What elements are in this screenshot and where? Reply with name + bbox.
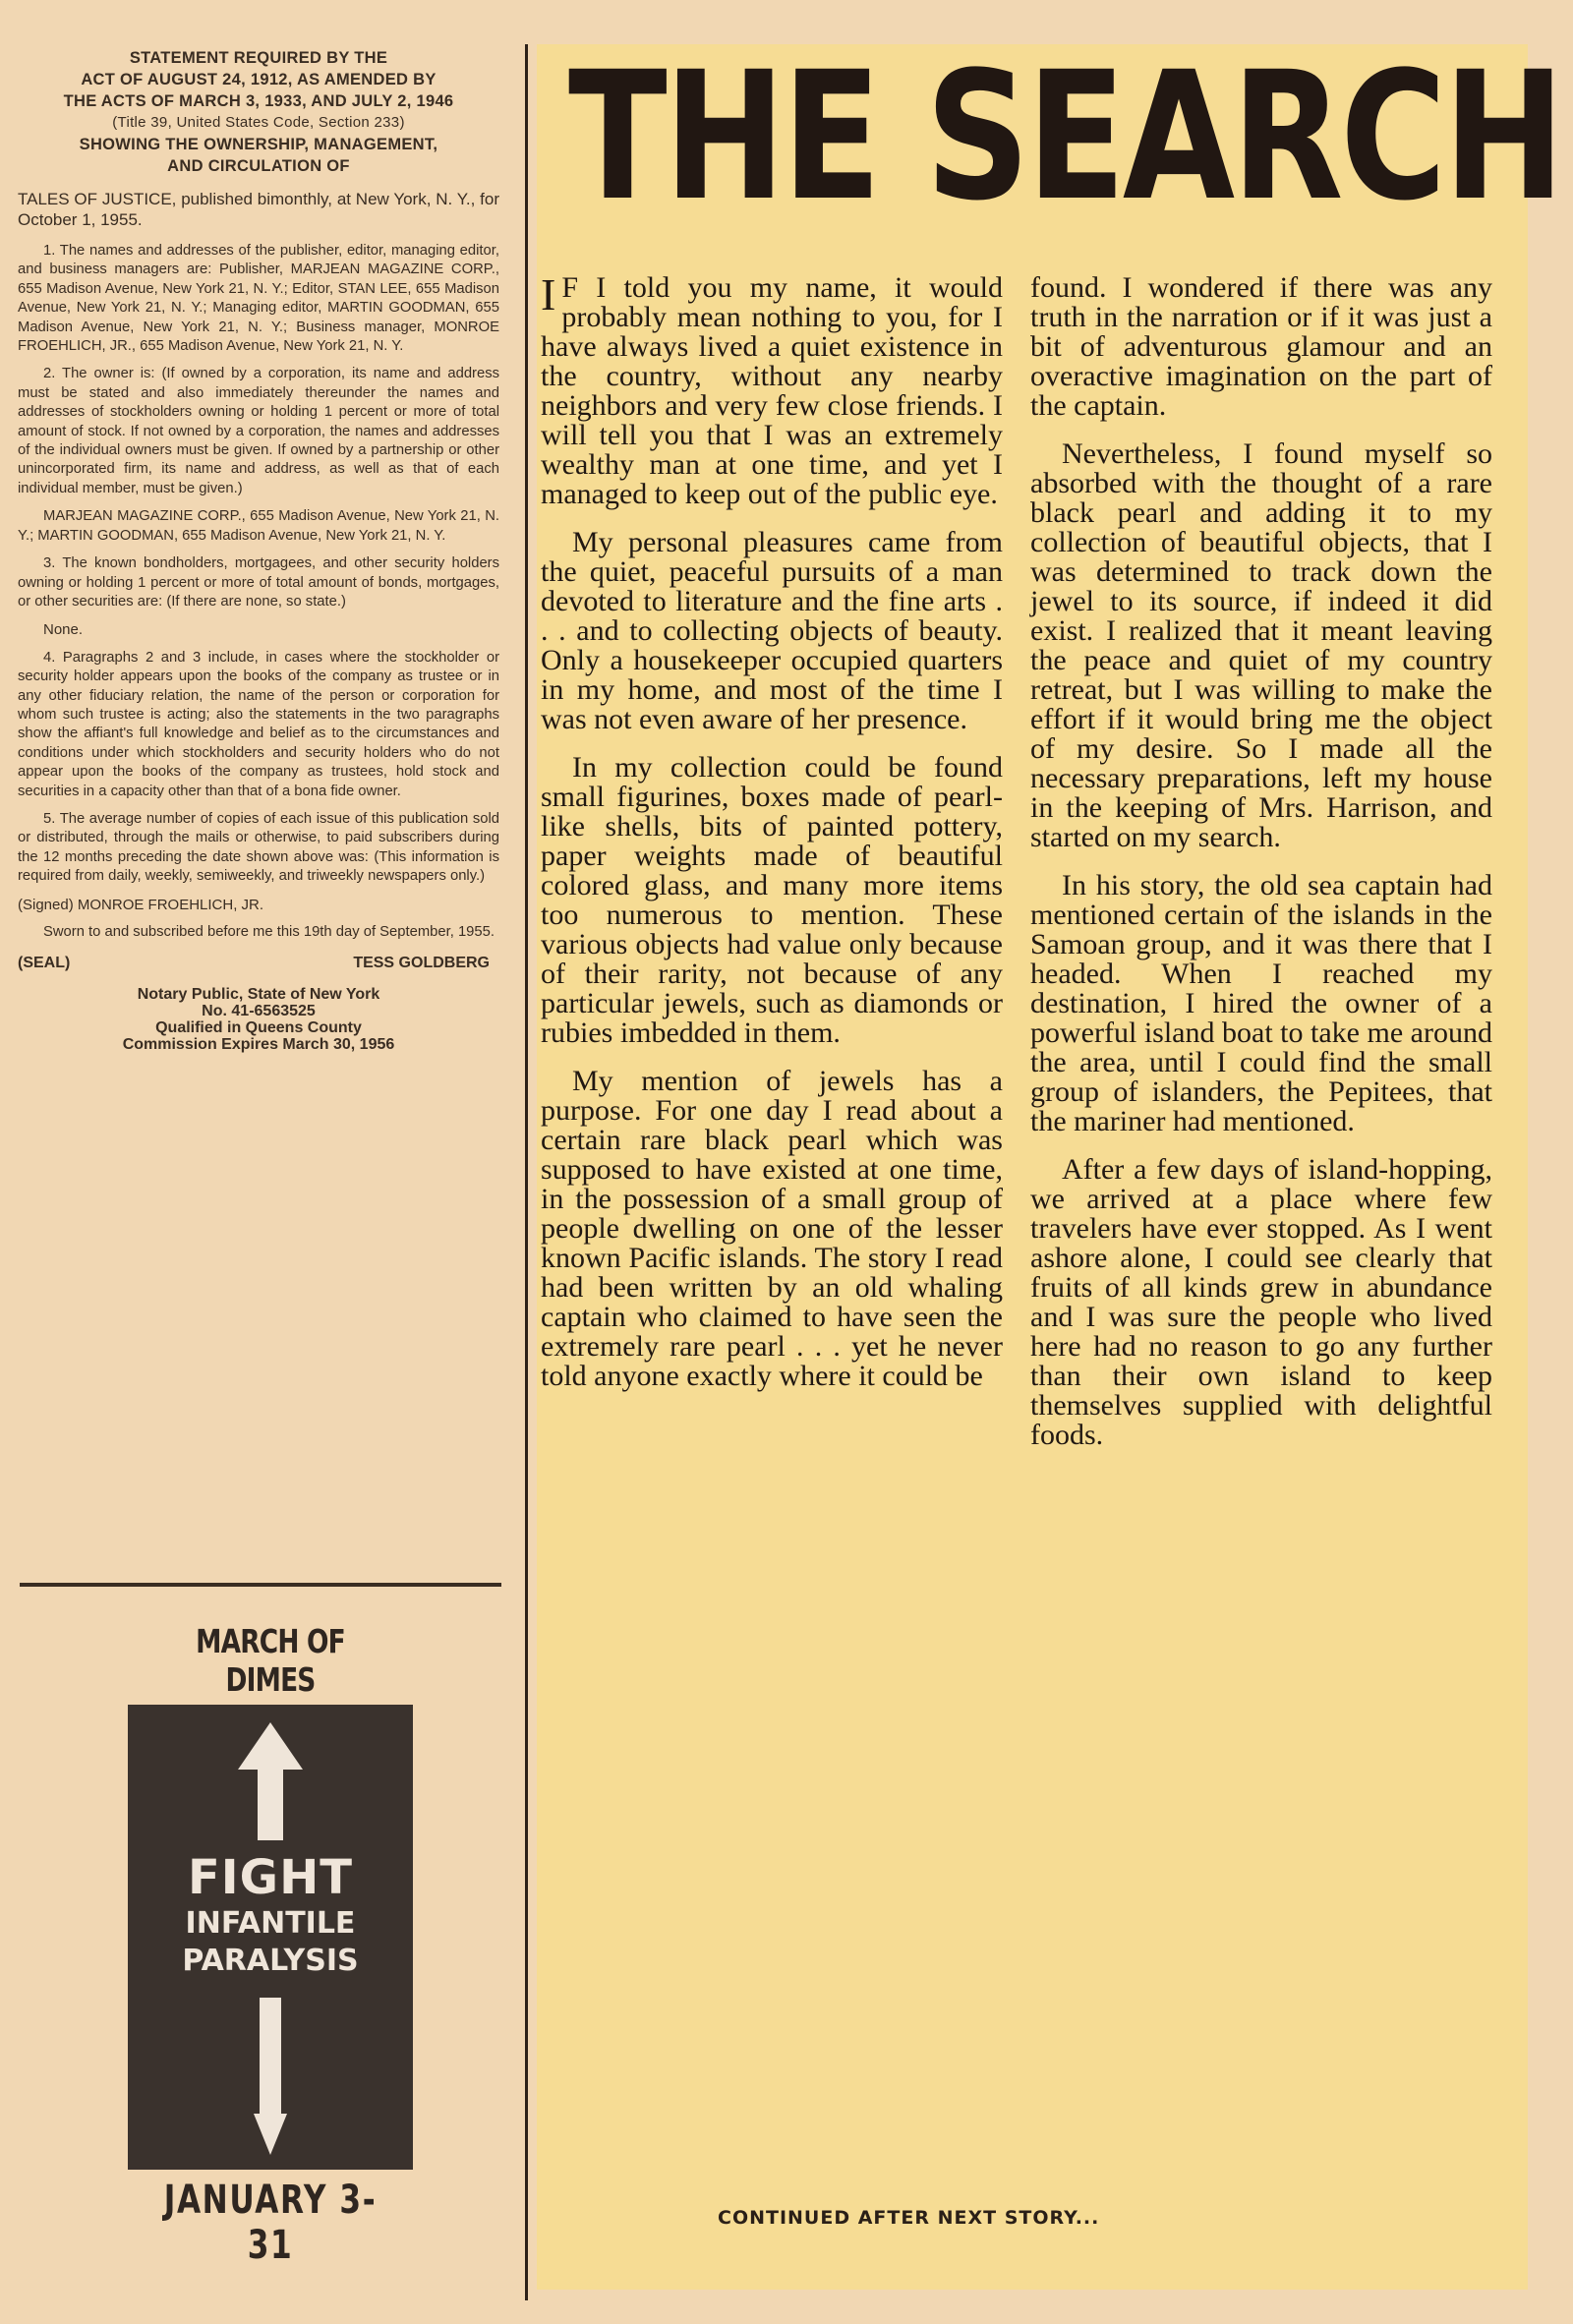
dimes-fight: FIGHT [188, 1850, 353, 1905]
dimes-title: MARCH OF DIMES [196, 1622, 345, 1699]
drop-cap: I [541, 269, 556, 320]
story-paragraph: My personal pleasures came from the quiet, peaceful pursuits of a man devoted to literature and the fine arts . . . and to collecting objects of beauty. Only a housekeeper occupied quarters in my home, and most of the time I was not even aware of her presence. [541, 526, 1003, 735]
march-of-dimes-ad [128, 1622, 413, 2268]
statement-paragraph: 2. The owner is: (If owned by a corporation, its name and address must be stated and also immediately thereunder the names and addresses of stockholders owning or holding 1 percent or more of total amount of stock. If not owned by a corporation, the names and addresses of the individual owners must be given. If owned by a partnership or other unincorporated firm, its name and address, as well as that of each individual member, must be given.) [18, 366, 499, 496]
statement-paragraph: 5. The average number of copies of each issue of this publication sold or distributed, through the mails or otherwise, to paid subscribers during the 12 months preceding the date shown above was: (This information is required from daily, weekly, semiweekly, and triweekly newspapers only.) [18, 811, 499, 885]
statement-heading-line: (Title 39, United States Code, Section 233) [112, 114, 405, 131]
continued-notice: CONTINUED AFTER NEXT STORY... [718, 2207, 1100, 2229]
notary-block [18, 986, 499, 1053]
notary-line: Notary Public, State of New York [137, 985, 380, 1003]
seal-row [18, 955, 499, 972]
story-column-2 [1030, 273, 1492, 1469]
seal-label: (SEAL) [18, 954, 71, 971]
dimes-infantile: INFANTILE [185, 1906, 356, 1941]
story-paragraph: After a few days of island-hopping, we arrived at a place where few travelers have ever stopped. As I went ashore alone, I could see clearly that fruits of all kinds grew in abundance and I was sure the people who lived here had no reason to go any further than their own island to keep themselves supplied with delightful foods. [1030, 1153, 1492, 1451]
story-paragraph: My mention of jewels has a purpose. For one day I read about a certain rare black pearl which was supposed to have existed at one time, in the possession of a small group of people dwelling on one of the lesser known Pacific islands. The story I read had been written by an old whaling captain who claimed to have seen the extremely rare pearl . . . yet he never told anyone exactly where it could be [541, 1065, 1003, 1392]
statement-intro: TALES OF JUSTICE, published bimonthly, at New York, N. Y., for October 1, 1955. [18, 190, 499, 229]
notary-line: Commission Expires March 30, 1956 [122, 1035, 395, 1053]
story-paragraph: In my collection could be found small figurines, boxes made of pearl-like shells, bits of painted pottery, paper weights made of beautiful colored glass, and many more items too numerous to mention. These various objects had value only because of their rarity, not because of any particular jewels, such as diamonds or rubies imbedded in them. [541, 751, 1003, 1049]
notary-name: TESS GOLDBERG [353, 954, 490, 971]
up-arrow-icon [238, 1722, 303, 1840]
statement-paragraph: 1. The names and addresses of the publisher, editor, managing editor, and business managers are: Publisher, MARJEAN MAGAZINE CORP., 655 Madison Avenue, New York 21, N. Y.; Editor, STAN LEE, 655 Madison Avenue, New York 21, N. Y.; Managing editor, MARTIN GOODMAN, 655 Madison Avenue, New York 21, N. Y.; Business manager, MONROE FROEHLICH, JR., 655 Madison Avenue, New York 21, N. Y. [18, 243, 499, 355]
statement-heading-line: SHOWING THE OWNERSHIP, MANAGEMENT, [79, 136, 438, 153]
statement-heading-line: AND CIRCULATION OF [167, 157, 350, 175]
story-title-text: THE SEARCH [568, 34, 1562, 240]
statement-owner: MARJEAN MAGAZINE CORP., 655 Madison Avenue, New York 21, N. Y.; MARTIN GOODMAN, 655 Madison Avenue, New York 21, N. Y. [18, 508, 499, 544]
statement-heading-line: ACT OF AUGUST 24, 1912, AS AMENDED BY [81, 71, 437, 88]
ownership-statement [18, 47, 499, 1053]
statement-none: None. [43, 621, 84, 639]
left-divider-rule [20, 1583, 501, 1587]
dimes-panel [128, 1705, 413, 2170]
dimes-date: JANUARY 3-31 [163, 2178, 378, 2268]
column-divider [525, 44, 528, 2300]
down-arrow-icon [254, 1998, 287, 2155]
statement-body [18, 189, 499, 943]
statement-heading [18, 47, 499, 177]
notary-line: No. 41-6563525 [202, 1002, 316, 1019]
story-paragraph: In his story, the old sea captain had mentioned certain of the islands in the Samoan group, and it was there that I headed. When I reached my destination, I hired the owner of a powerful island boat to take me around the area, until I could find the small group of islanders, the Pepitees, that the mariner had mentioned. [1030, 869, 1492, 1137]
story-paragraph-text: F I told you my name, it would probably mean nothing to you, for I have always lived a quiet existence in the country, without any nearby neighbors and very few close friends. I will tell you that I was an extremely wealthy man at one time, and yet I managed to keep out of the public eye. [541, 271, 1003, 510]
statement-sworn: Sworn to and subscribed before me this 19th day of September, 1955. [43, 924, 495, 941]
statement-paragraph: 3. The known bondholders, mortgagees, and other security holders owning or holding 1 percent or more of total amount of bonds, mortgages, or other securities are: (If there are none, so state.) [18, 555, 499, 610]
statement-heading-line: THE ACTS OF MARCH 3, 1933, AND JULY 2, 1946 [63, 92, 454, 110]
story-paragraph: found. I wondered if there was any truth in the narration or if it was just a bit of adventurous glamour and an overactive imagination on the part of the captain. [1030, 271, 1492, 422]
statement-signature: (Signed) MONROE FROEHLICH, JR. [18, 896, 264, 913]
statement-paragraph: 4. Paragraphs 2 and 3 include, in cases where the stockholder or security holder appears upon the books of the company as trustee or in any other fiduciary relation, the name of the person or corporation for whom such trustee is acting; also the statements in the two paragraphs show the affiant's full knowledge and belief as to the circumstances and conditions under which stockholders and security holders who do not appear upon the books of the company as trustees, hold stock and securities in a capacity other than that of a bona fide owner. [18, 649, 499, 799]
story-paragraph: Nevertheless, I found myself so absorbed with the thought of a rare black pearl and adding it to my collection of beautiful objects, that I was determined to track down the jewel to its source, if indeed it did exist. I realized that it meant leaving the peace and quiet of my country retreat, but I was willing to make the effort if it would bring me the object of my desire. So I made all the necessary preparations, left my house in the keeping of Mrs. Harrison, and started on my search. [1030, 437, 1492, 853]
story-paragraph [541, 269, 1003, 510]
dimes-paralysis: PARALYSIS [182, 1944, 359, 1978]
statement-heading-line: STATEMENT REQUIRED BY THE [129, 49, 388, 67]
story-column-1 [541, 269, 1003, 1410]
notary-line: Qualified in Queens County [155, 1018, 362, 1036]
story-title [568, 34, 1562, 256]
story-section [537, 34, 1562, 2290]
